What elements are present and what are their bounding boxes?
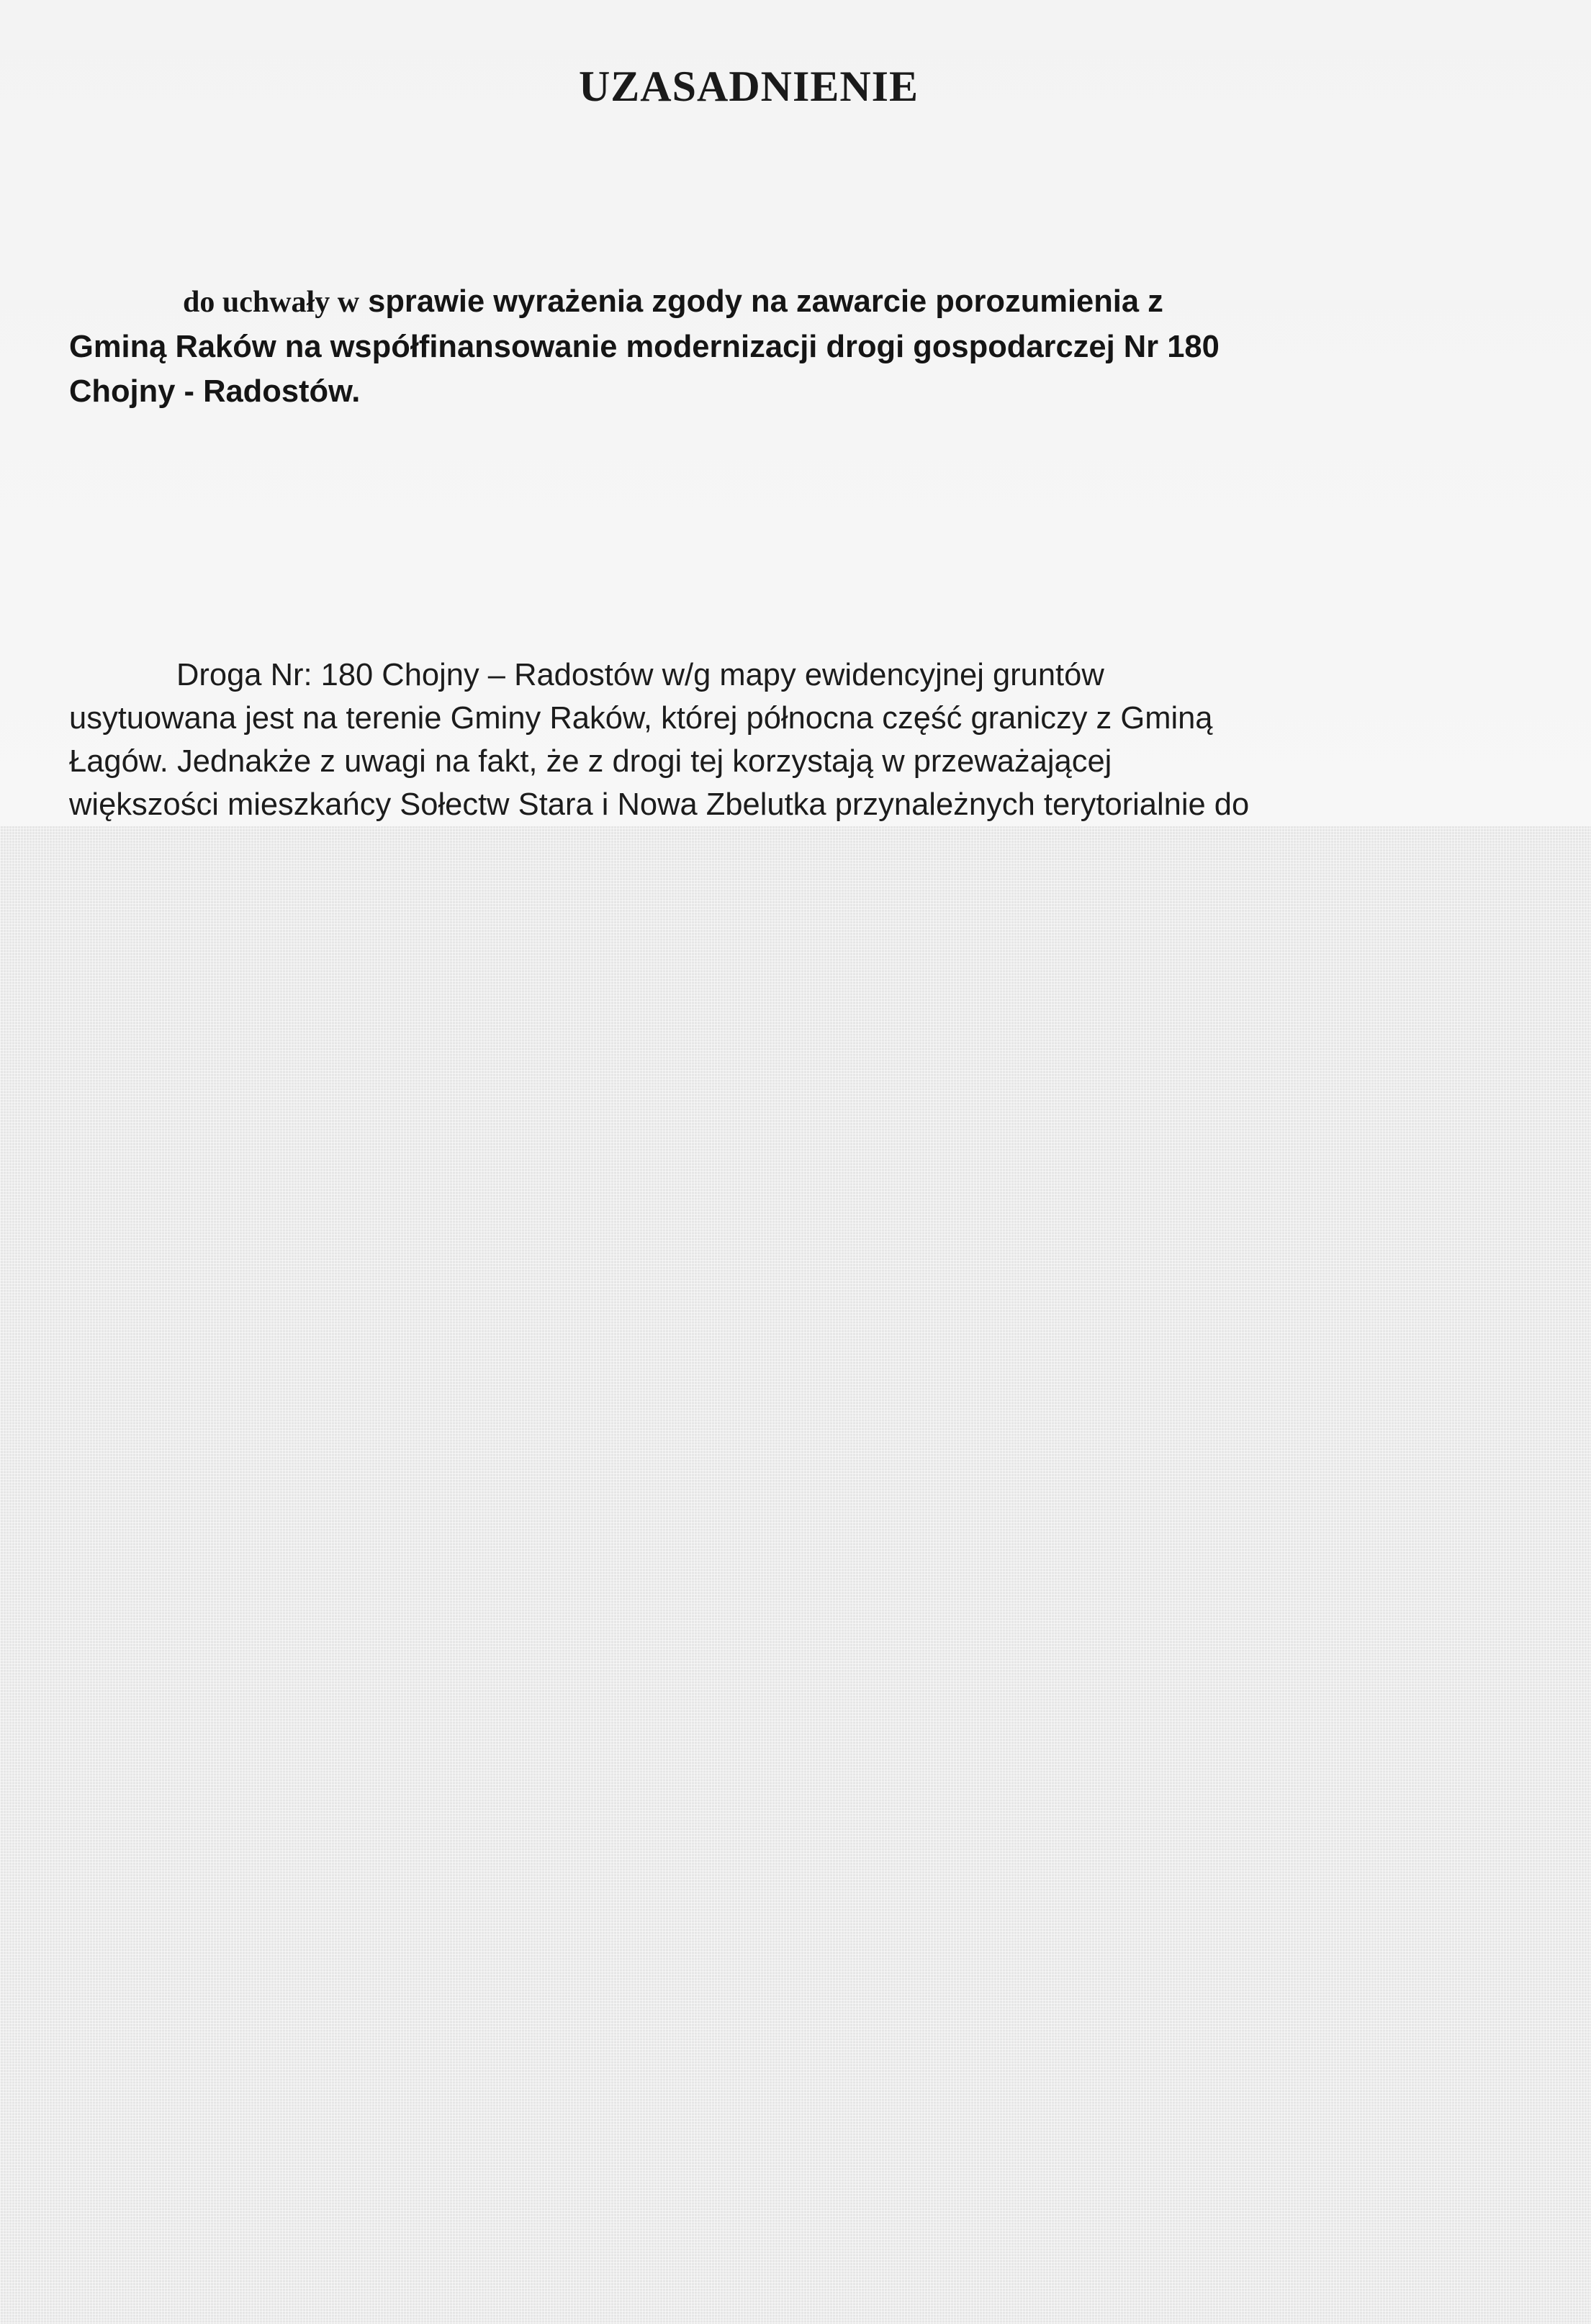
subject-line-1 xyxy=(69,279,1451,325)
subject-line-1-text: sprawie wyrażenia zgody na zawarcie porozumienia z xyxy=(359,284,1163,319)
subject-line-3: Chojny - Radostów. xyxy=(69,374,361,409)
paragraph-line-2: usytuowana jest na terenie Gminy Raków, której północna część graniczy z Gminą xyxy=(69,701,1213,736)
masked-region xyxy=(0,826,1591,2324)
paragraph-line-4: większości mieszkańcy Sołectw Stara i Nowa Zbelutka przynależnych terytorialnie do xyxy=(69,787,1250,822)
paragraph-line-1: Droga Nr: 180 Chojny – Radostów w/g mapy ewidencyjnej gruntów xyxy=(176,658,1104,692)
subject-lead: do uchwały w xyxy=(183,286,360,319)
subject-line-2: Gminą Raków na współfinansowanie modernizacji drogi gospodarczej Nr 180 xyxy=(69,330,1220,364)
document-title: UZASADNIENIE xyxy=(578,63,919,110)
justification-paragraph xyxy=(69,654,1451,826)
resolution-subject xyxy=(69,279,1451,414)
paragraph-line-3: Łagów. Jednakże z uwagi na fakt, że z drogi tej korzystają w przeważającej xyxy=(69,744,1112,779)
